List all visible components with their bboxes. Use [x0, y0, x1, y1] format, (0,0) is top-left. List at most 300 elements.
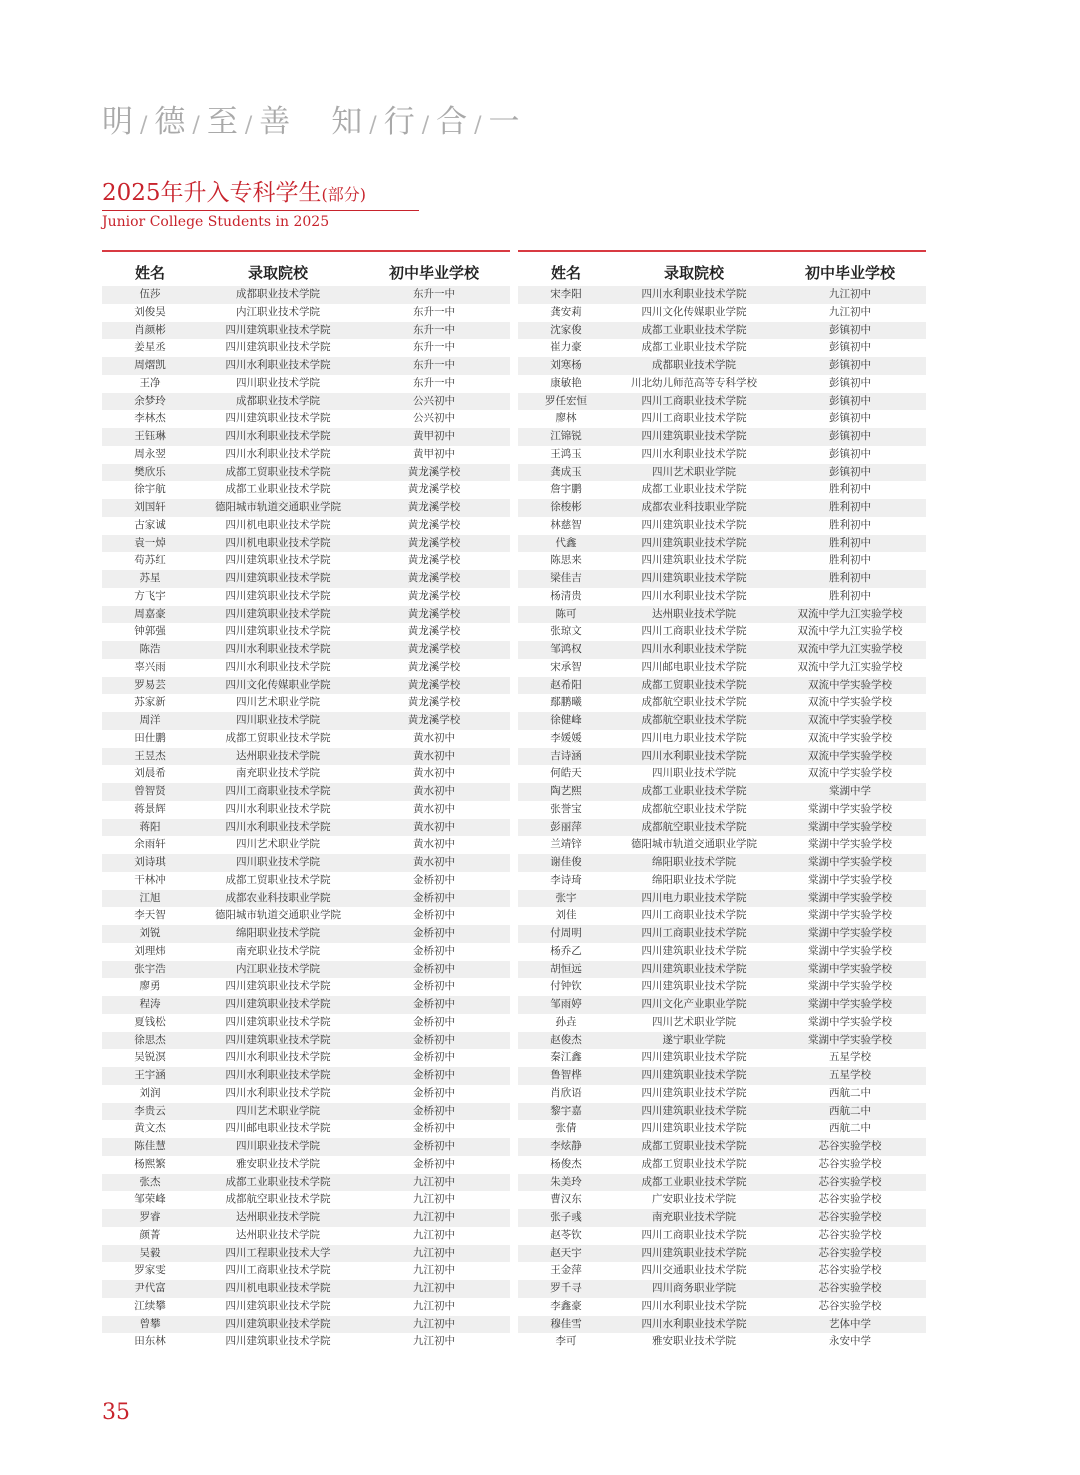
admitted-college: 四川建筑职业技术学院 — [225, 1317, 331, 1330]
middle-school: 棠湖中学实验学校 — [808, 820, 892, 833]
admitted-college: 四川建筑职业技术学院 — [225, 607, 331, 620]
admitted-college: 四川建筑职业技术学院 — [641, 554, 747, 567]
admitted-college: 四川交通职业技术学院 — [641, 1264, 747, 1277]
student-name: 陈佳慧 — [134, 1140, 166, 1152]
admitted-college: 成都工贸职业技术学院 — [641, 678, 747, 691]
table-row — [518, 1316, 926, 1334]
student-name: 谢佳俊 — [550, 856, 582, 868]
table-row — [102, 357, 510, 375]
student-name: 黎宇嘉 — [550, 1104, 582, 1117]
student-name: 杨熙繁 — [134, 1157, 166, 1170]
admitted-college: 四川建筑职业技术学院 — [225, 1335, 331, 1348]
table-row — [102, 1014, 510, 1032]
middle-school: 金桥初中 — [413, 873, 455, 886]
middle-school: 胜利初中 — [829, 501, 871, 513]
student-name: 张宇浩 — [134, 962, 166, 975]
student-name: 曹汉东 — [550, 1193, 582, 1206]
page-subtitle: Junior College Students in 2025 — [102, 214, 330, 230]
table-row — [102, 712, 510, 730]
student-name: 田仕鹏 — [134, 731, 166, 744]
middle-school: 九江初中 — [413, 1282, 455, 1294]
table-row — [102, 517, 510, 535]
table-row — [518, 961, 926, 979]
middle-school: 金桥初中 — [413, 1157, 455, 1170]
right-table — [518, 250, 926, 1351]
admitted-college: 四川商务职业学院 — [652, 1282, 736, 1294]
table-row — [102, 304, 510, 322]
student-name: 陶艺熙 — [550, 785, 582, 797]
student-name: 江旭 — [139, 891, 161, 904]
admitted-college: 四川水利职业技术学院 — [641, 749, 747, 762]
table-row — [102, 393, 510, 411]
student-name: 宋承智 — [550, 660, 582, 673]
student-name: 刘润 — [139, 1086, 161, 1099]
middle-school: 金桥初中 — [413, 891, 455, 904]
student-name: 徐思杰 — [134, 1033, 166, 1046]
admitted-college: 四川建筑职业技术学院 — [225, 554, 331, 567]
table-row — [518, 1174, 926, 1192]
header-name: 姓名 — [550, 264, 581, 282]
table-row — [102, 1174, 510, 1192]
table-row — [518, 393, 926, 411]
student-name: 徐梭彬 — [550, 501, 582, 513]
table-row — [102, 961, 510, 979]
header-school: 初中毕业学校 — [804, 264, 895, 282]
table-row — [518, 1014, 926, 1032]
table-row — [102, 978, 510, 996]
admitted-college: 达州职业技术学院 — [652, 607, 736, 620]
middle-school: 棠湖中学实验学校 — [808, 909, 892, 922]
student-name: 付周明 — [550, 927, 582, 939]
middle-school: 黄甲初中 — [413, 447, 455, 460]
table-row — [518, 1245, 926, 1263]
middle-school: 黄龙溪学校 — [407, 625, 461, 638]
table-row — [102, 410, 510, 428]
middle-school: 棠湖中学实验学校 — [808, 856, 892, 868]
middle-school: 黄龙溪学校 — [407, 572, 461, 584]
table-row — [102, 535, 510, 553]
middle-school: 棠湖中学实验学校 — [808, 891, 892, 904]
table-row — [518, 1085, 926, 1103]
student-name: 陈可 — [555, 607, 577, 620]
student-name: 王鸿玉 — [550, 447, 582, 460]
student-name: 李诗琦 — [550, 873, 582, 886]
student-name: 吉诗涵 — [550, 749, 582, 762]
middle-school: 彭镇初中 — [829, 341, 871, 354]
admitted-college: 四川建筑职业技术学院 — [641, 1069, 747, 1081]
table-row — [518, 535, 926, 553]
student-name: 宋李阳 — [550, 288, 582, 300]
table-row — [102, 552, 510, 570]
middle-school: 黄水初中 — [413, 731, 455, 744]
student-name: 吴毅 — [139, 1246, 161, 1259]
admitted-college: 四川建筑职业技术学院 — [641, 944, 747, 957]
admitted-college: 四川建筑职业技术学院 — [225, 341, 331, 354]
student-name: 余梦玲 — [134, 394, 166, 407]
table-row — [102, 322, 510, 340]
table-row — [518, 1333, 926, 1351]
admitted-college: 四川建筑职业技术学院 — [225, 412, 331, 425]
motto-char: 知 — [331, 104, 364, 140]
admitted-college: 四川建筑职业技术学院 — [641, 518, 747, 531]
middle-school: 九江初中 — [413, 1228, 455, 1241]
middle-school: 双流中学实验学校 — [808, 678, 892, 691]
middle-school: 双流中学九江实验学校 — [797, 625, 903, 638]
table-row — [518, 1120, 926, 1138]
student-name: 苟苏红 — [134, 554, 166, 567]
admitted-college: 四川建筑职业技术学院 — [225, 980, 331, 993]
middle-school: 双流中学实验学校 — [808, 714, 892, 726]
middle-school: 九江初中 — [413, 1193, 455, 1206]
student-name: 李可 — [555, 1335, 577, 1348]
student-name: 龚安莉 — [550, 305, 582, 318]
middle-school: 彭镇初中 — [829, 323, 871, 336]
student-name: 兰靖锌 — [550, 838, 582, 851]
admitted-college: 四川建筑职业技术学院 — [225, 625, 331, 638]
student-name: 田东林 — [134, 1335, 166, 1348]
middle-school: 胜利初中 — [829, 536, 871, 549]
middle-school: 九江初中 — [829, 305, 871, 318]
motto — [102, 96, 521, 141]
middle-school: 芯谷实验学校 — [818, 1264, 882, 1277]
admitted-college: 四川建筑职业技术学院 — [225, 589, 331, 602]
student-name: 李天智 — [134, 909, 166, 922]
admitted-college: 四川艺术职业学院 — [652, 465, 736, 478]
admitted-college: 四川水利职业技术学院 — [641, 1317, 747, 1330]
admitted-college: 四川水利职业技术学院 — [641, 288, 747, 300]
admitted-college: 四川工商职业技术学院 — [225, 785, 331, 797]
middle-school: 棠湖中学实验学校 — [808, 944, 892, 957]
admitted-college: 四川水利职业技术学院 — [225, 359, 331, 371]
admitted-college: 四川工商职业技术学院 — [641, 909, 747, 922]
admitted-college: 成都航空职业技术学院 — [641, 820, 747, 833]
middle-school: 五星学校 — [829, 1051, 871, 1064]
admitted-college: 四川水利职业技术学院 — [225, 660, 331, 673]
admitted-college: 达州职业技术学院 — [236, 1228, 320, 1241]
table-row — [102, 801, 510, 819]
middle-school: 五星学校 — [829, 1069, 871, 1081]
table-row — [518, 890, 926, 908]
table-row — [102, 996, 510, 1014]
admitted-college: 四川水利职业技术学院 — [225, 1051, 331, 1064]
admitted-college: 四川文化传媒职业学院 — [641, 305, 747, 318]
admitted-college: 成都工贸职业技术学院 — [641, 1157, 747, 1170]
student-name: 赵苓钦 — [550, 1228, 582, 1241]
admitted-college: 内江职业技术学院 — [236, 305, 320, 318]
middle-school: 黄龙溪学校 — [407, 554, 461, 567]
table-row — [518, 765, 926, 783]
student-name: 杨俊杰 — [550, 1157, 582, 1170]
middle-school: 黄龙溪学校 — [407, 589, 461, 602]
table-row — [102, 1138, 510, 1156]
student-name: 钟郭强 — [134, 625, 166, 638]
middle-school: 黄龙溪学校 — [407, 714, 461, 726]
student-name: 罗任宏恒 — [545, 394, 587, 407]
admitted-college: 成都工业职业技术学院 — [641, 341, 747, 354]
student-name: 曾智贤 — [134, 785, 166, 797]
student-name: 辜兴雨 — [134, 660, 166, 673]
middle-school: 黄龙溪学校 — [407, 536, 461, 549]
student-name: 袁一焯 — [134, 536, 166, 549]
student-name: 刘诗琪 — [134, 856, 166, 868]
table-row — [518, 783, 926, 801]
student-name: 黄文杰 — [134, 1122, 166, 1135]
table-row — [518, 428, 926, 446]
middle-school: 黄龙溪学校 — [407, 483, 461, 496]
table-row — [518, 1191, 926, 1209]
middle-school: 芯谷实验学校 — [818, 1211, 882, 1223]
admitted-college: 四川水利职业技术学院 — [641, 643, 747, 655]
table-row — [518, 641, 926, 659]
student-name: 周嘉豪 — [134, 607, 166, 620]
table-row — [102, 588, 510, 606]
admitted-college: 四川建筑职业技术学院 — [641, 1086, 747, 1099]
middle-school: 芯谷实验学校 — [818, 1282, 882, 1294]
header-school: 初中毕业学校 — [388, 264, 479, 282]
admitted-college: 成都职业技术学院 — [652, 359, 736, 371]
admitted-college: 四川邮电职业技术学院 — [225, 1122, 331, 1135]
motto-char: 德 — [154, 104, 187, 140]
student-name: 吴锐溟 — [134, 1051, 166, 1064]
table-row — [518, 854, 926, 872]
table-row — [102, 1156, 510, 1174]
middle-school: 双流中学九江实验学校 — [797, 643, 903, 655]
admitted-college: 南充职业技术学院 — [236, 944, 320, 957]
table-row — [518, 357, 926, 375]
middle-school: 彭镇初中 — [829, 376, 871, 389]
student-name: 朱美玲 — [550, 1175, 582, 1188]
middle-school: 棠湖中学 — [829, 785, 871, 797]
admitted-college: 雅安职业技术学院 — [236, 1157, 320, 1170]
table-row — [102, 1298, 510, 1316]
middle-school: 金桥初中 — [413, 962, 455, 975]
middle-school: 永安中学 — [829, 1335, 871, 1348]
middle-school: 金桥初中 — [413, 1086, 455, 1099]
student-name: 李炫静 — [550, 1140, 582, 1152]
middle-school: 芯谷实验学校 — [818, 1157, 882, 1170]
motto-char: 合 — [436, 104, 469, 140]
middle-school: 东升一中 — [413, 288, 455, 300]
middle-school: 九江初中 — [413, 1175, 455, 1188]
table-row — [102, 641, 510, 659]
middle-school: 东升一中 — [413, 359, 455, 371]
middle-school: 棠湖中学实验学校 — [808, 927, 892, 939]
table-row — [102, 783, 510, 801]
admitted-college: 四川职业技术学院 — [236, 1140, 320, 1152]
admitted-college: 四川工商职业技术学院 — [641, 412, 747, 425]
motto-separator: / — [244, 113, 254, 138]
page-title — [102, 174, 366, 207]
admitted-college: 成都航空职业技术学院 — [225, 1193, 331, 1206]
admitted-college: 绵阳职业技术学院 — [652, 873, 736, 886]
motto-separator: / — [140, 113, 149, 138]
admitted-college: 成都职业技术学院 — [236, 288, 320, 300]
middle-school: 金桥初中 — [413, 909, 455, 922]
admitted-college: 达州职业技术学院 — [236, 749, 320, 762]
admitted-college: 四川艺术职业学院 — [236, 696, 320, 709]
middle-school: 黄水初中 — [413, 802, 455, 815]
admitted-college: 成都工贸职业技术学院 — [225, 465, 331, 478]
middle-school: 九江初中 — [413, 1264, 455, 1277]
table-row — [102, 339, 510, 357]
middle-school: 黄水初中 — [413, 820, 455, 833]
student-name: 江锦锐 — [550, 430, 582, 442]
admitted-college: 成都工贸职业技术学院 — [225, 731, 331, 744]
student-name: 张倩 — [555, 1122, 577, 1135]
student-name: 余雨轩 — [134, 838, 166, 851]
table-row — [518, 978, 926, 996]
admitted-college: 四川建筑职业技术学院 — [225, 323, 331, 336]
middle-school: 胜利初中 — [829, 554, 871, 567]
admitted-college: 四川工商职业技术学院 — [225, 1264, 331, 1277]
middle-school: 金桥初中 — [413, 980, 455, 993]
middle-school: 棠湖中学实验学校 — [808, 998, 892, 1010]
student-name: 张杰 — [139, 1175, 161, 1188]
page-title-suffix: (部分) — [321, 185, 367, 204]
motto-separator: / — [421, 113, 431, 138]
student-name: 苏家新 — [134, 696, 166, 709]
middle-school: 黄龙溪学校 — [407, 607, 461, 620]
table-row — [518, 322, 926, 340]
admitted-college: 德阳城市轨道交通职业学院 — [215, 501, 341, 513]
table-row — [518, 570, 926, 588]
table-row — [518, 712, 926, 730]
table-row — [102, 1316, 510, 1334]
middle-school: 黄水初中 — [413, 749, 455, 762]
admitted-college: 四川建筑职业技术学院 — [641, 962, 747, 975]
admitted-college: 成都农业科技职业学院 — [225, 891, 331, 904]
table-row — [102, 890, 510, 908]
middle-school: 彭镇初中 — [829, 394, 871, 407]
admitted-college: 成都工业职业技术学院 — [641, 323, 747, 336]
middle-school: 棠湖中学实验学校 — [808, 873, 892, 886]
admitted-college: 成都工业职业技术学院 — [641, 785, 747, 797]
admitted-college: 四川工商职业技术学院 — [641, 394, 747, 407]
admitted-college: 四川建筑职业技术学院 — [225, 572, 331, 584]
student-name: 杨乔乙 — [550, 944, 582, 957]
table-row — [102, 1227, 510, 1245]
table-row — [518, 996, 926, 1014]
table-row — [102, 836, 510, 854]
middle-school: 金桥初中 — [413, 1069, 455, 1081]
table-row — [102, 446, 510, 464]
student-name: 梁佳吉 — [550, 572, 582, 584]
middle-school: 九江初中 — [829, 288, 871, 300]
student-name: 刘晨希 — [134, 767, 166, 780]
table-row — [102, 286, 510, 304]
middle-school: 双流中学九江实验学校 — [797, 660, 903, 673]
table-row — [102, 1103, 510, 1121]
admitted-college: 成都工贸职业技术学院 — [641, 1140, 747, 1152]
student-name: 樊欣乐 — [134, 465, 166, 478]
middle-school: 黄龙溪学校 — [407, 501, 461, 513]
table-header — [518, 252, 926, 286]
table-row — [518, 339, 926, 357]
header-name: 姓名 — [134, 264, 165, 282]
motto-separator: / — [192, 113, 201, 138]
admitted-college: 四川建筑职业技术学院 — [641, 1122, 747, 1135]
student-name: 付钟钦 — [550, 980, 582, 993]
middle-school: 黄龙溪学校 — [407, 643, 461, 655]
table-row — [518, 499, 926, 517]
middle-school: 九江初中 — [413, 1335, 455, 1348]
table-row — [102, 499, 510, 517]
admitted-college: 四川工商职业技术学院 — [641, 927, 747, 939]
page-title-main: 2025年升入专科学生 — [102, 180, 322, 206]
admitted-college: 成都工业职业技术学院 — [641, 1175, 747, 1188]
student-name: 周洋 — [139, 714, 161, 726]
student-name: 李媛媛 — [550, 731, 582, 744]
student-name: 何皓天 — [550, 767, 582, 780]
student-name: 王宇涵 — [134, 1069, 166, 1081]
table-row — [102, 464, 510, 482]
middle-school: 东升一中 — [413, 376, 455, 389]
middle-school: 芯谷实验学校 — [818, 1228, 882, 1241]
admitted-college: 四川建筑职业技术学院 — [225, 1033, 331, 1046]
middle-school: 棠湖中学实验学校 — [808, 1033, 892, 1046]
middle-school: 棠湖中学实验学校 — [808, 1015, 892, 1028]
admitted-college: 四川水利职业技术学院 — [225, 643, 331, 655]
middle-school: 黄龙溪学校 — [407, 678, 461, 691]
student-name: 廖勇 — [139, 980, 161, 993]
middle-school: 公兴初中 — [413, 394, 455, 407]
student-name: 龚成玉 — [550, 465, 582, 478]
middle-school: 金桥初中 — [413, 1104, 455, 1117]
student-name: 刘国轩 — [134, 501, 166, 513]
admitted-college: 四川工商职业技术学院 — [641, 1228, 747, 1241]
student-name: 孙垚 — [555, 1015, 577, 1028]
admitted-college: 四川职业技术学院 — [236, 856, 320, 868]
middle-school: 黄甲初中 — [413, 430, 455, 442]
table-row — [518, 464, 926, 482]
admitted-college: 绵阳职业技术学院 — [236, 927, 320, 939]
admitted-college: 四川建筑职业技术学院 — [641, 1246, 747, 1259]
table-row — [518, 1280, 926, 1298]
middle-school: 胜利初中 — [829, 483, 871, 496]
middle-school: 金桥初中 — [413, 1015, 455, 1028]
table-row — [102, 1085, 510, 1103]
student-name: 代鑫 — [555, 536, 577, 549]
middle-school: 胜利初中 — [829, 518, 871, 531]
table-row — [102, 659, 510, 677]
motto-char: 行 — [383, 104, 416, 140]
middle-school: 双流中学实验学校 — [808, 731, 892, 744]
admitted-college: 雅安职业技术学院 — [652, 1335, 736, 1348]
student-name: 刘佳 — [555, 909, 577, 922]
admitted-college: 四川水利职业技术学院 — [641, 589, 747, 602]
middle-school: 棠湖中学实验学校 — [808, 802, 892, 815]
middle-school: 西航二中 — [829, 1122, 871, 1135]
admitted-college: 绵阳职业技术学院 — [652, 856, 736, 868]
student-name: 江续攀 — [134, 1299, 166, 1312]
student-name: 崔力豪 — [550, 341, 582, 354]
middle-school: 彭镇初中 — [829, 447, 871, 460]
student-name: 刘俊昊 — [134, 305, 166, 318]
middle-school: 彭镇初中 — [829, 465, 871, 478]
student-name: 李鑫豪 — [550, 1299, 582, 1312]
admitted-college: 成都职业技术学院 — [236, 394, 320, 407]
student-name: 赵希阳 — [550, 678, 582, 691]
admitted-college: 成都航空职业技术学院 — [641, 696, 747, 709]
table-row — [518, 1138, 926, 1156]
student-name: 詹宇鹏 — [550, 483, 582, 496]
student-name: 邹鸿权 — [550, 643, 582, 655]
page-number: 35 — [102, 1400, 130, 1425]
student-name: 周永翌 — [134, 447, 166, 460]
table-row — [518, 304, 926, 322]
student-name: 陈浩 — [139, 643, 161, 655]
admitted-college: 四川工程职业技术大学 — [225, 1246, 331, 1259]
